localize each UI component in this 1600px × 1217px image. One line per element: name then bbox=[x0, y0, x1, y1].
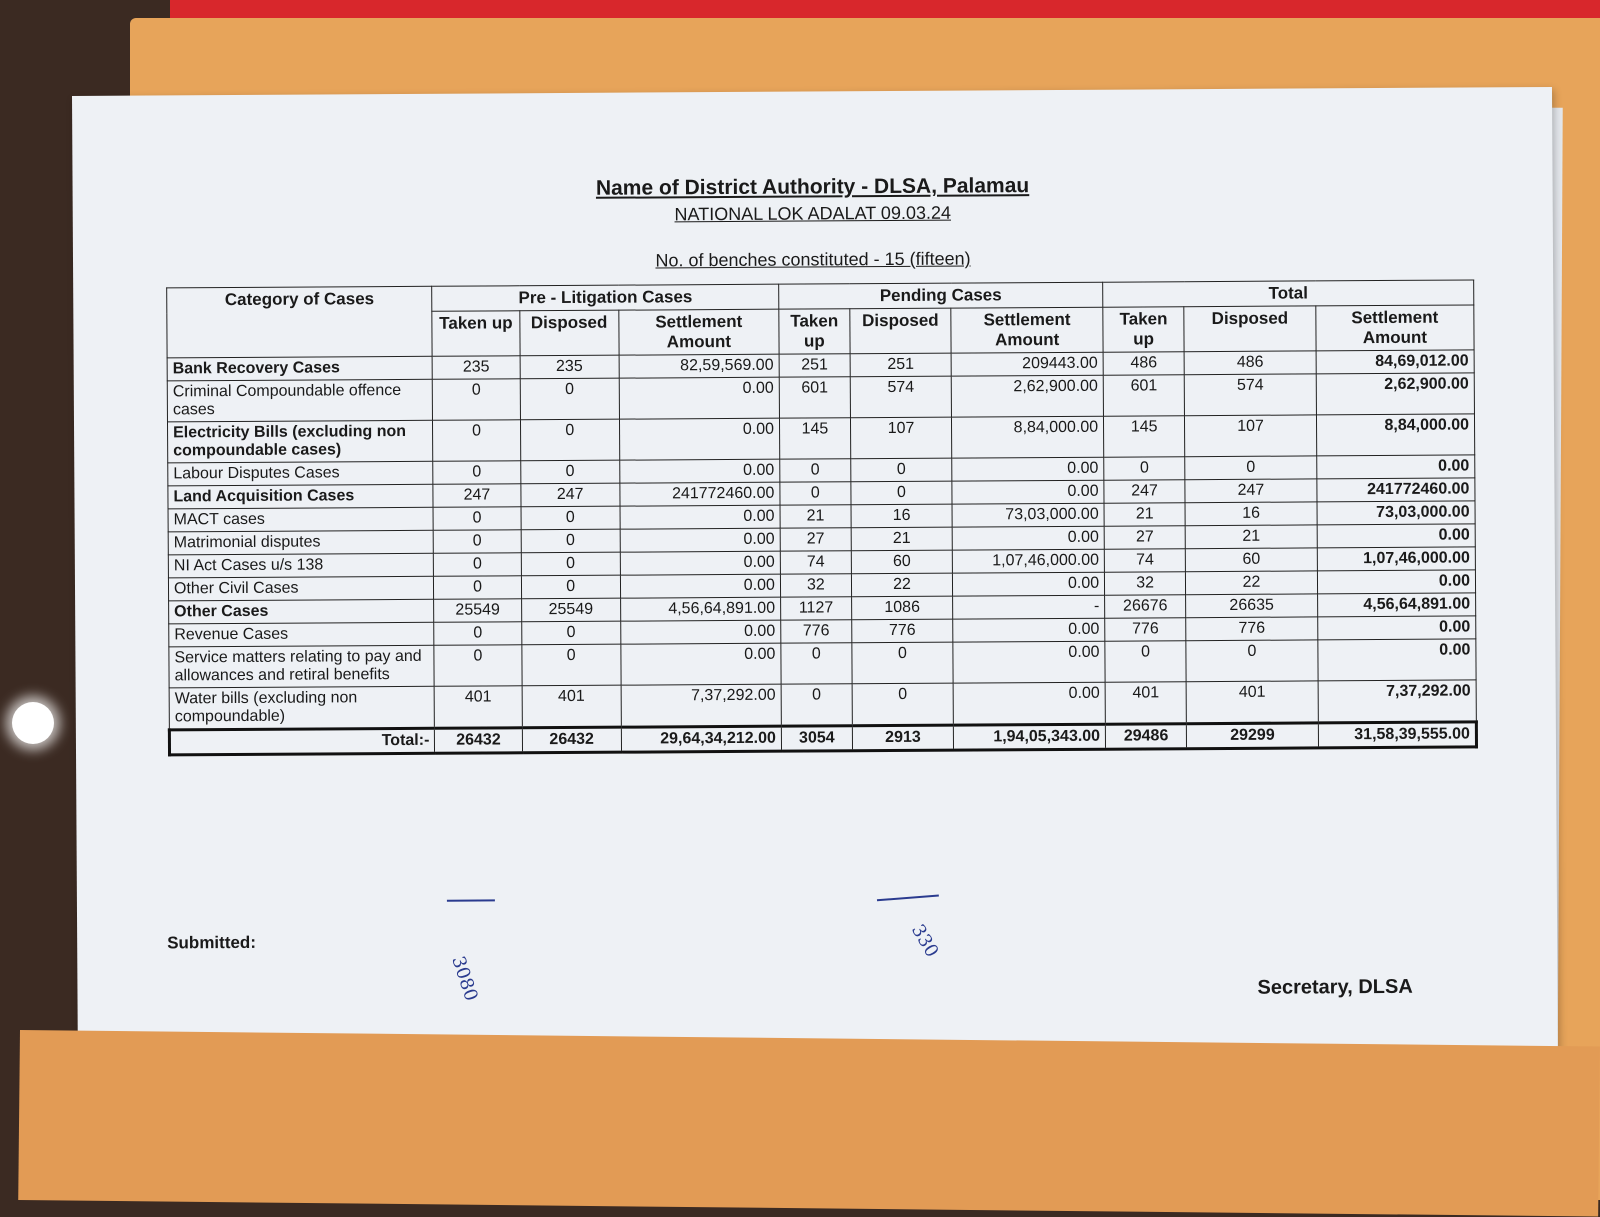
category-cell: Land Acquisition Cases bbox=[168, 484, 434, 509]
value-cell: 247 bbox=[520, 483, 619, 507]
value-cell: 0 bbox=[434, 645, 521, 687]
value-cell: 0 bbox=[520, 378, 620, 420]
sub-header-disposed: Disposed bbox=[1184, 306, 1316, 352]
value-cell: 0 bbox=[780, 459, 851, 482]
category-cell: Matrimonial disputes bbox=[168, 530, 434, 555]
category-cell: MACT cases bbox=[168, 507, 434, 532]
value-cell: 776 bbox=[1105, 618, 1186, 641]
pen-stroke bbox=[447, 899, 495, 901]
value-cell: 22 bbox=[1186, 571, 1318, 595]
value-cell: 0 bbox=[433, 379, 520, 421]
value-cell: 4,56,64,891.00 bbox=[1317, 593, 1475, 617]
value-cell: 241772460.00 bbox=[1317, 478, 1475, 502]
sub-header-settlement: Settlement Amount bbox=[1316, 305, 1474, 351]
value-cell: 1,07,46,000.00 bbox=[1317, 547, 1475, 571]
value-cell: 0 bbox=[521, 552, 620, 576]
value-cell: 0 bbox=[852, 642, 954, 684]
value-cell: 0 bbox=[433, 461, 520, 485]
category-cell: Other Cases bbox=[169, 599, 435, 624]
value-cell: 0.00 bbox=[620, 505, 780, 529]
category-cell: Criminal Compoundable offence cases bbox=[167, 379, 433, 422]
value-cell: 107 bbox=[850, 417, 952, 459]
total-cell: 29299 bbox=[1187, 723, 1319, 749]
value-cell: 0.00 bbox=[621, 620, 781, 644]
category-cell: Water bills (excluding non compoundable) bbox=[169, 686, 435, 730]
benches-line: No. of benches constituted - 15 (fifteen) bbox=[655, 248, 971, 271]
value-cell: 0 bbox=[1185, 456, 1317, 480]
value-cell: 0 bbox=[780, 482, 851, 505]
category-cell: Labour Disputes Cases bbox=[168, 461, 434, 486]
value-cell: 0.00 bbox=[620, 459, 780, 483]
value-cell: 27 bbox=[780, 528, 851, 551]
value-cell: 8,84,000.00 bbox=[1316, 414, 1474, 456]
value-cell: 0.00 bbox=[619, 377, 779, 419]
value-cell: 73,03,000.00 bbox=[952, 503, 1104, 527]
value-cell: 0 bbox=[521, 621, 620, 645]
value-cell: 0.00 bbox=[1318, 639, 1476, 681]
value-cell: 0 bbox=[521, 644, 621, 686]
sub-header-disposed: Disposed bbox=[519, 310, 619, 356]
value-cell: 0 bbox=[1186, 640, 1318, 682]
value-cell: 776 bbox=[781, 620, 852, 643]
value-cell: 0 bbox=[781, 643, 852, 684]
handwritten-note: 330 bbox=[906, 920, 943, 962]
value-cell: 209443.00 bbox=[951, 352, 1103, 376]
value-cell: 16 bbox=[851, 504, 952, 528]
value-cell: 0.00 bbox=[620, 551, 780, 575]
value-cell: 8,84,000.00 bbox=[952, 416, 1104, 458]
cases-table bbox=[165, 279, 1478, 756]
value-cell: 0 bbox=[434, 576, 521, 600]
value-cell: 21 bbox=[851, 527, 952, 551]
value-cell: 26635 bbox=[1186, 594, 1318, 618]
category-cell: Other Civil Cases bbox=[168, 576, 434, 601]
value-cell: 0.00 bbox=[620, 528, 780, 552]
sub-header-taken-up: Taken up bbox=[432, 311, 519, 357]
value-cell: 22 bbox=[851, 573, 952, 597]
category-cell: Electricity Bills (excluding non compoundable cases) bbox=[167, 420, 433, 463]
value-cell: 73,03,000.00 bbox=[1317, 501, 1475, 525]
value-cell: 574 bbox=[1184, 374, 1316, 416]
value-cell: 74 bbox=[1104, 549, 1185, 572]
value-cell: 32 bbox=[780, 574, 851, 597]
value-cell: 16 bbox=[1185, 502, 1317, 526]
value-cell: 241772460.00 bbox=[620, 482, 780, 506]
value-cell: 7,37,292.00 bbox=[1318, 680, 1476, 723]
value-cell: 145 bbox=[779, 418, 850, 459]
value-cell: 486 bbox=[1184, 351, 1316, 375]
value-cell: 0 bbox=[433, 420, 520, 462]
value-cell: 26676 bbox=[1105, 595, 1186, 618]
value-cell: 21 bbox=[780, 505, 851, 528]
value-cell: 486 bbox=[1103, 352, 1184, 375]
handwritten-note: 3080 bbox=[447, 953, 482, 1004]
value-cell: 0 bbox=[434, 553, 521, 577]
value-cell: 247 bbox=[433, 484, 520, 508]
value-cell: 247 bbox=[1104, 480, 1185, 503]
value-cell: 0.00 bbox=[620, 574, 780, 598]
value-cell: 247 bbox=[1185, 479, 1317, 503]
value-cell: 235 bbox=[520, 355, 619, 379]
folder-flap bbox=[18, 1030, 1600, 1217]
value-cell: 2,62,900.00 bbox=[1316, 373, 1474, 415]
total-cell: 31,58,39,555.00 bbox=[1318, 722, 1476, 748]
total-cell: 26432 bbox=[522, 727, 621, 753]
value-cell: - bbox=[953, 595, 1105, 619]
category-cell: Revenue Cases bbox=[169, 622, 435, 647]
value-cell: 401 bbox=[1186, 681, 1318, 724]
value-cell: 0.00 bbox=[953, 682, 1105, 725]
value-cell: 25549 bbox=[521, 598, 620, 622]
sub-header-taken-up: Taken up bbox=[779, 309, 850, 354]
value-cell: 0.00 bbox=[621, 643, 781, 685]
value-cell: 0.00 bbox=[952, 457, 1104, 481]
value-cell: 0 bbox=[1104, 457, 1185, 480]
value-cell: 0.00 bbox=[619, 418, 779, 460]
value-cell: 601 bbox=[1103, 375, 1184, 416]
sub-header-settlement: Settlement Amount bbox=[619, 309, 779, 355]
value-cell: 0.00 bbox=[1317, 524, 1475, 548]
value-cell: 21 bbox=[1185, 525, 1317, 549]
value-cell: 27 bbox=[1104, 526, 1185, 549]
value-cell: 84,69,012.00 bbox=[1316, 350, 1474, 374]
value-cell: 251 bbox=[850, 353, 951, 377]
value-cell: 0 bbox=[521, 506, 620, 530]
value-cell: 2,62,900.00 bbox=[951, 375, 1103, 417]
pre-litigation-header: Pre - Litigation Cases bbox=[432, 284, 779, 311]
submitted-label: Submitted: bbox=[167, 932, 257, 953]
signatory-label: Secretary, DLSA bbox=[1257, 975, 1413, 999]
value-cell: 145 bbox=[1104, 416, 1185, 457]
value-cell: 74 bbox=[780, 551, 851, 574]
value-cell: 0.00 bbox=[952, 526, 1104, 550]
sub-header-settlement: Settlement Amount bbox=[951, 307, 1103, 353]
value-cell: 0.00 bbox=[952, 480, 1104, 504]
value-cell: 0.00 bbox=[1318, 616, 1476, 640]
value-cell: 0.00 bbox=[1317, 455, 1475, 479]
value-cell: 0 bbox=[434, 530, 521, 554]
value-cell: 601 bbox=[779, 377, 850, 418]
value-cell: 235 bbox=[433, 356, 520, 380]
value-cell: 0 bbox=[851, 481, 952, 505]
value-cell: 82,59,569.00 bbox=[619, 354, 779, 378]
total-header: Total bbox=[1103, 280, 1474, 307]
value-cell: 776 bbox=[1186, 617, 1318, 641]
value-cell: 60 bbox=[1185, 548, 1317, 572]
value-cell: 574 bbox=[850, 376, 952, 418]
value-cell: 0 bbox=[1105, 641, 1186, 682]
category-cell: Service matters relating to pay and allowances and retiral benefits bbox=[169, 645, 435, 688]
sub-header-disposed: Disposed bbox=[850, 308, 952, 354]
value-cell: 32 bbox=[1105, 572, 1186, 595]
pending-header: Pending Cases bbox=[779, 282, 1103, 309]
light-glare bbox=[12, 702, 54, 744]
value-cell: 0.00 bbox=[953, 641, 1105, 683]
total-cell: 26432 bbox=[435, 728, 522, 754]
total-label: Total:- bbox=[169, 728, 435, 755]
value-cell: 1127 bbox=[780, 597, 851, 620]
value-cell: 0 bbox=[434, 622, 521, 646]
value-cell: 401 bbox=[1105, 682, 1186, 724]
value-cell: 0 bbox=[520, 460, 619, 484]
value-cell: 4,56,64,891.00 bbox=[620, 597, 780, 621]
pen-stroke bbox=[877, 895, 939, 902]
value-cell: 0 bbox=[433, 507, 520, 531]
value-cell: 0 bbox=[781, 684, 852, 726]
value-cell: 1086 bbox=[851, 596, 952, 620]
category-cell: Bank Recovery Cases bbox=[167, 356, 433, 381]
total-cell: 2913 bbox=[852, 725, 953, 751]
value-cell: 251 bbox=[779, 354, 850, 377]
value-cell: 107 bbox=[1185, 415, 1317, 457]
report-sheet bbox=[72, 87, 1558, 1096]
value-cell: 60 bbox=[851, 550, 952, 574]
document-subtitle: NATIONAL LOK ADALAT 09.03.24 bbox=[674, 202, 952, 225]
table-body bbox=[167, 350, 1476, 730]
value-cell: 401 bbox=[435, 686, 522, 729]
value-cell: 401 bbox=[522, 685, 622, 728]
value-cell: 1,07,46,000.00 bbox=[952, 549, 1104, 573]
value-cell: 21 bbox=[1104, 503, 1185, 526]
sub-header-taken-up: Taken up bbox=[1103, 307, 1184, 352]
value-cell: 7,37,292.00 bbox=[621, 684, 781, 727]
value-cell: 0.00 bbox=[953, 572, 1105, 596]
value-cell: 776 bbox=[852, 619, 953, 643]
value-cell: 0.00 bbox=[1317, 570, 1475, 594]
category-header: Category of Cases bbox=[167, 286, 433, 358]
total-cell: 29486 bbox=[1105, 724, 1186, 749]
value-cell: 25549 bbox=[434, 599, 521, 623]
total-cell: 1,94,05,343.00 bbox=[954, 724, 1106, 750]
value-cell: 0 bbox=[520, 419, 620, 461]
value-cell: 0.00 bbox=[953, 618, 1105, 642]
value-cell: 0 bbox=[852, 683, 954, 726]
total-cell: 3054 bbox=[781, 726, 852, 751]
total-cell: 29,64,34,212.00 bbox=[621, 726, 781, 752]
value-cell: 0 bbox=[521, 529, 620, 553]
document-title: Name of District Authority - DLSA, Palamau bbox=[595, 174, 1030, 200]
category-cell: NI Act Cases u/s 138 bbox=[168, 553, 434, 578]
value-cell: 0 bbox=[851, 458, 952, 482]
value-cell: 0 bbox=[521, 575, 620, 599]
